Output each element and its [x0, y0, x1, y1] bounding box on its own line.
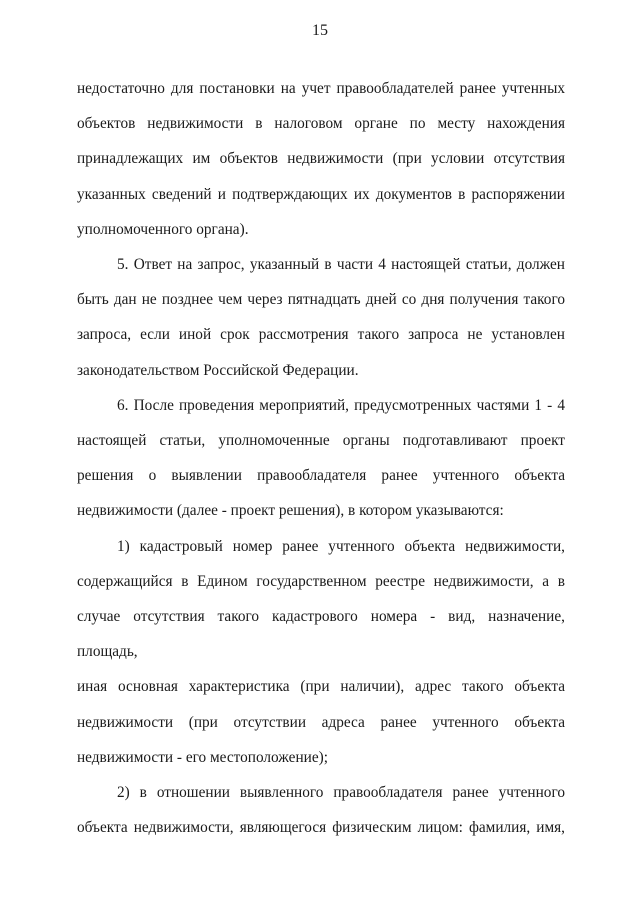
text-line: содержащийся в Едином государственном реестре недвижимости, а в [77, 572, 565, 590]
document-body [77, 71, 565, 845]
text-line: недвижимости (при отсутствии адреса ранее учтенного объекта [77, 713, 565, 731]
text-line: случае отсутствия такого кадастрового номера - вид, назначение, площадь, [77, 608, 565, 661]
text-line: 6. После проведения мероприятий, предусмотренных частями 1 - 4 [117, 396, 565, 414]
text-line: 1) кадастровый номер ранее учтенного объекта недвижимости, [117, 537, 565, 555]
text-line: быть дан не позднее чем через пятнадцать дней со дня получения такого [77, 291, 565, 309]
paragraph-subitem-1 [77, 529, 565, 775]
text-line: недвижимости (далее - проект решения), в котором указываются: [77, 502, 504, 520]
text-line: объекта недвижимости, являющегося физическим лицом: фамилия, имя, [77, 819, 565, 837]
text-line: 2) в отношении выявленного правообладателя ранее учтенного [117, 784, 565, 802]
text-line: недостаточно для постановки на учет правообладателей ранее учтенных [77, 80, 565, 97]
text-line: принадлежащих им объектов недвижимости (при условии отсутствия [77, 150, 565, 168]
text-line: уполномоченного органа). [77, 220, 249, 238]
text-line: запроса, если иной срок рассмотрения такого запроса не установлен [77, 326, 565, 344]
text-line: объектов недвижимости в налоговом органе по месту нахождения [77, 115, 565, 133]
paragraph-item-6 [77, 388, 565, 529]
text-line: решения о выявлении правообладателя ранее учтенного объекта [77, 467, 565, 485]
text-line: указанных сведений и подтверждающих их документов в распоряжении [77, 185, 565, 203]
text-line: иная основная характеристика (при наличии), адрес такого объекта [77, 678, 565, 696]
page-number: 15 [312, 22, 328, 39]
paragraph-subitem-2 [77, 775, 565, 845]
text-line: настоящей статьи, уполномоченные органы подготавливают проект [77, 432, 565, 450]
paragraph-item-5 [77, 247, 565, 388]
text-line: недвижимости - его местоположение); [77, 748, 328, 766]
text-line: 5. Ответ на запрос, указанный в части 4 настоящей статьи, должен [117, 256, 565, 274]
paragraph-continuation [77, 71, 565, 247]
text-line: законодательством Российской Федерации. [77, 361, 359, 379]
